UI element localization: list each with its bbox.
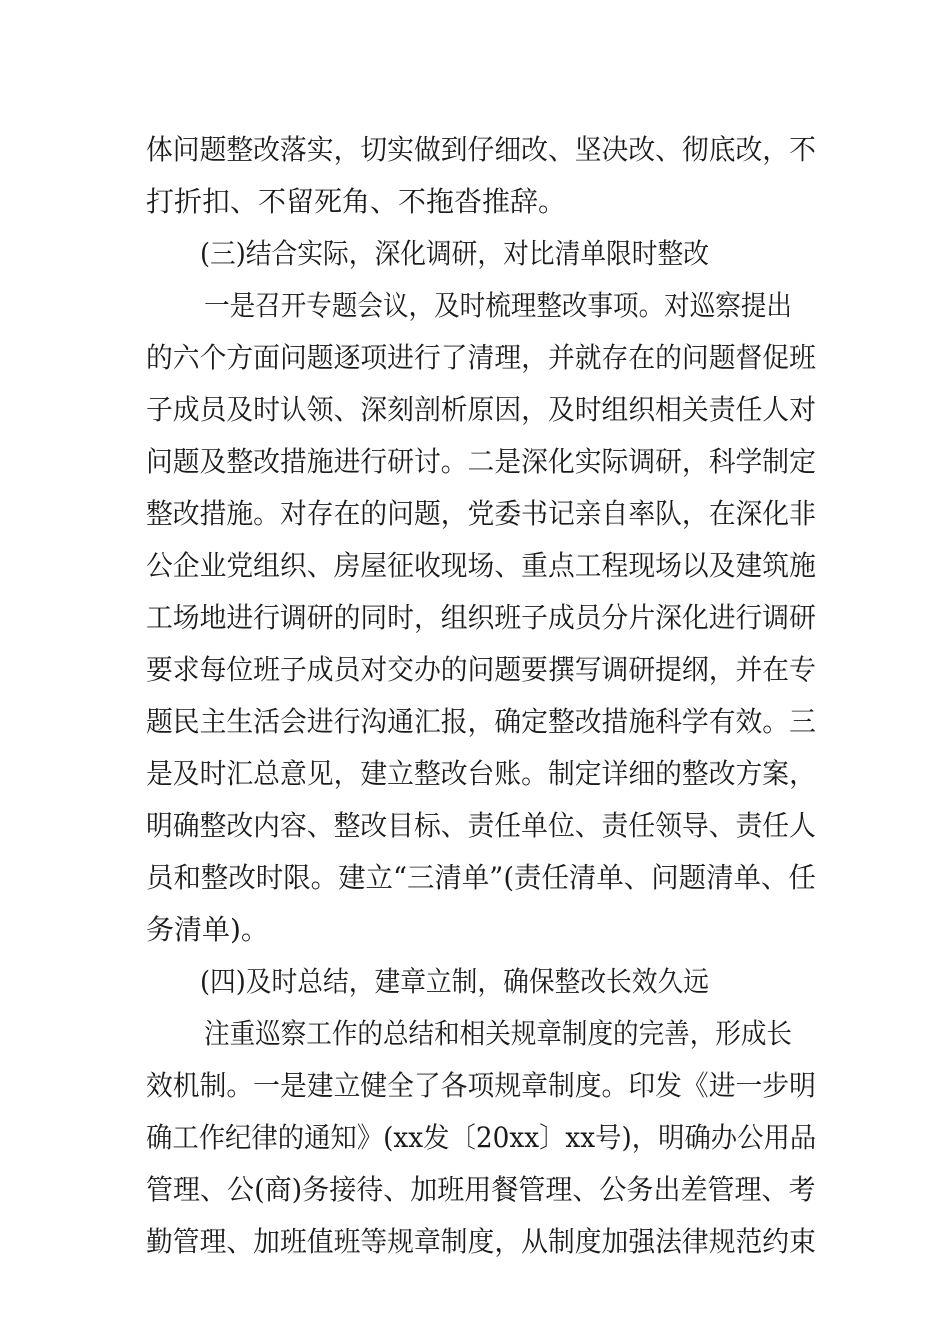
paragraph-line: 打折扣、不留死角、不拖沓推辞。	[146, 185, 567, 218]
paragraph-line: 是及时汇总意见，建立整改台账。制定详细的整改方案，	[146, 757, 816, 790]
paragraph-line: 整改措施。对存在的问题，党委书记亲自率队，在深化非	[146, 497, 816, 530]
section-heading-3: (三)结合实际，深化调研，对比清单限时整改	[200, 237, 709, 270]
paragraph-line: 务清单)。	[146, 913, 269, 946]
paragraph-line: 一是召开专题会议，及时梳理整改事项。对巡察提出	[204, 289, 792, 322]
section-heading-4: (四)及时总结，建章立制，确保整改长效久远	[200, 965, 709, 998]
paragraph-line: 的六个方面问题逐项进行了清理，并就存在的问题督促班	[146, 341, 816, 374]
paragraph-line: 明确整改内容、整改目标、责任单位、责任领导、责任人	[146, 809, 816, 842]
paragraph-line: 员和整改时限。建立“三清单”(责任清单、问题清单、任	[146, 861, 816, 894]
paragraph-line: 勤管理、加班值班等规章制度，从制度加强法律规范约束	[146, 1225, 816, 1258]
paragraph-line: 题民主生活会进行沟通汇报，确定整改措施科学有效。三	[146, 705, 816, 738]
paragraph-line: 体问题整改落实，切实做到仔细改、坚决改、彻底改，不	[146, 133, 816, 166]
paragraph-line: 公企业党组织、房屋征收现场、重点工程现场以及建筑施	[146, 549, 816, 582]
paragraph-line: 问题及整改措施进行研讨。二是深化实际调研，科学制定	[146, 445, 816, 478]
paragraph-line: 要求每位班子成员对交办的问题要撰写调研提纲，并在专	[146, 653, 816, 686]
paragraph-line: 确工作纪律的通知》(xx发〔20xx〕xx号)，明确办公用品	[146, 1121, 817, 1154]
paragraph-line: 管理、公(商)务接待、加班用餐管理、公务出差管理、考	[146, 1173, 816, 1206]
paragraph-line: 注重巡察工作的总结和相关规章制度的完善，形成长	[204, 1017, 792, 1050]
paragraph-line: 工场地进行调研的同时，组织班子成员分片深化进行调研	[146, 601, 816, 634]
paragraph-line: 效机制。一是建立健全了各项规章制度。印发《进一步明	[146, 1069, 816, 1102]
paragraph-line: 子成员及时认领、深刻剖析原因，及时组织相关责任人对	[146, 393, 816, 426]
